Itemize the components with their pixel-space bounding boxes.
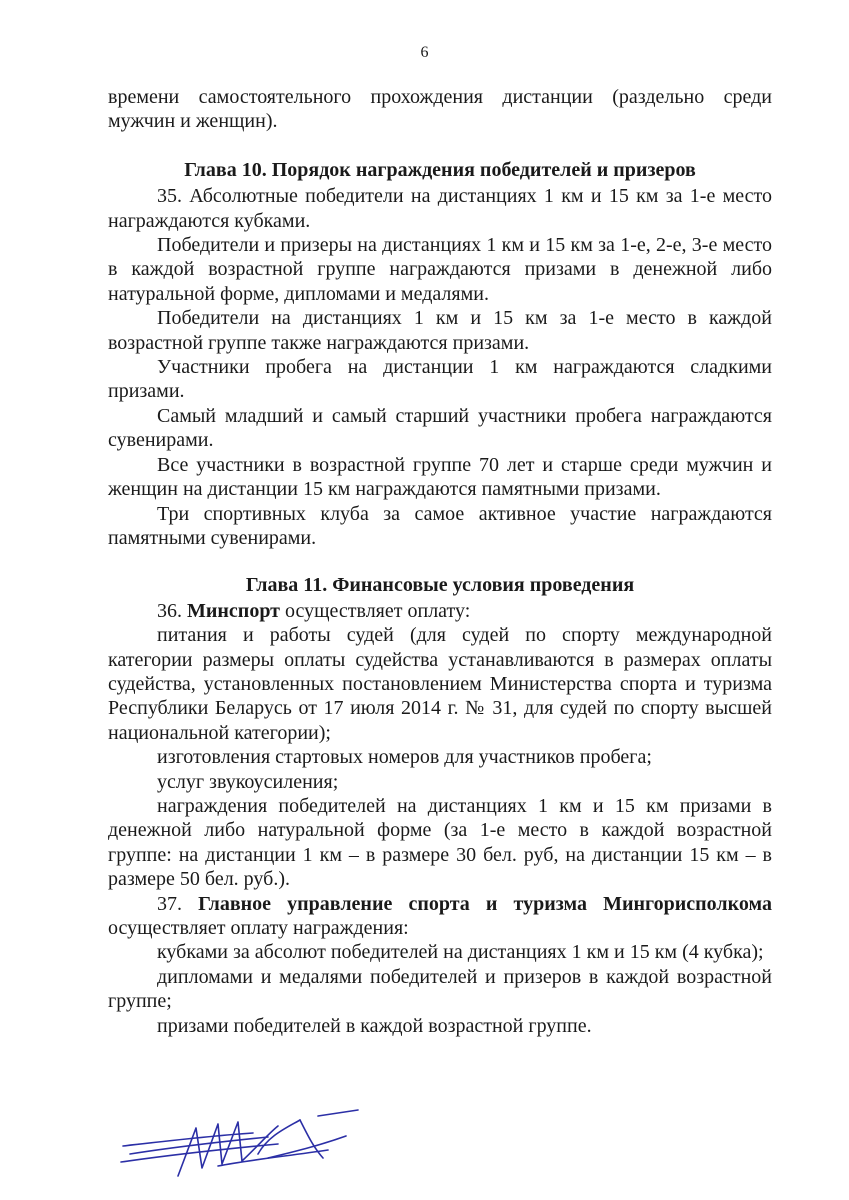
list-item: питания и работы судей (для судей по спорту международной категории размеры оплаты судейства устанавливаются в размерах оплаты судейства, установленных постановлением Министерства спорта и туризма Республики Беларусь от 17 июля 2014 г. № 31, для судей по спорту высшей национальной категории); [108, 624, 772, 744]
item-36-rest: осуществляет оплату: [285, 599, 471, 622]
item-37-rest: осуществляет оплату награждения: [108, 917, 409, 939]
paragraph-souvenirs: Самый младший и самый старший участники пробега награждаются сувенирами. [108, 404, 772, 452]
document-body [108, 85, 772, 1038]
item-36-subject: Минспорт [187, 599, 281, 622]
list-item: призами победителей в каждой возрастной группе. [157, 1014, 592, 1037]
list-item: награждения победителей на дистанциях 1 км и 15 км призами в денежной либо натуральной форме (за 1-е место в каждой возрастной группе: на дистанции 1 км – в размере 30 бел. руб, на дистанции 15 км – в размере 50 бел. руб.). [108, 794, 772, 891]
paragraph-37 [108, 892, 772, 941]
page-number: 6 [420, 44, 429, 61]
paragraph-clubs: Три спортивных клуба за самое активное участие награждаются памятными сувенирами. [108, 502, 772, 549]
handwritten-signature [118, 1106, 363, 1184]
item-36-number: 36. [157, 599, 182, 622]
paragraph-sweet-prizes: Участники пробега на дистанции 1 км награждаются сладкими призами. [108, 356, 772, 403]
list-item: кубками за абсолют победителей на дистанциях 1 км и 15 км (4 кубка); [157, 941, 764, 964]
item-37-number: 37. [157, 892, 182, 915]
chapter-10-title: Глава 10. Порядок награждения победителей и призеров [184, 158, 696, 181]
list-item: изготовления стартовых номеров для участников пробега; [157, 746, 652, 769]
paragraph-age-70: Все участники в возрастной группе 70 лет и старше среди мужчин и женщин на дистанции 15 км награждаются памятными призами. [108, 453, 772, 501]
item-37-subject: Главное управление спорта и туризма Мингорисполкома [198, 892, 772, 915]
signature-strokes [121, 1110, 358, 1176]
paragraph-first-place: Победители на дистанциях 1 км и 15 км за 1-е место в каждой возрастной группе также награждаются призами. [108, 307, 772, 354]
paragraph-35: 35. Абсолютные победители на дистанциях 1 км и 15 км за 1-е место награждаются кубками. [108, 185, 772, 232]
paragraph-36 [108, 599, 772, 623]
paragraph-prizes-1-3: Победители и призеры на дистанциях 1 км и 15 км за 1-е, 2-е, 3-е место в каждой возрастной группе награждаются призами в денежной либо натуральной форме, дипломами и медалями. [108, 234, 772, 305]
chapter-11-title: Глава 11. Финансовые условия проведения [245, 574, 635, 597]
intro-paragraph: времени самостоятельного прохождения дистанции (раздельно среди мужчин и женщин). [108, 86, 772, 133]
list-item: услуг звукоусиления; [157, 770, 339, 793]
list-item: дипломами и медалями победителей и призеров в каждой возрастной группе; [108, 965, 772, 1013]
